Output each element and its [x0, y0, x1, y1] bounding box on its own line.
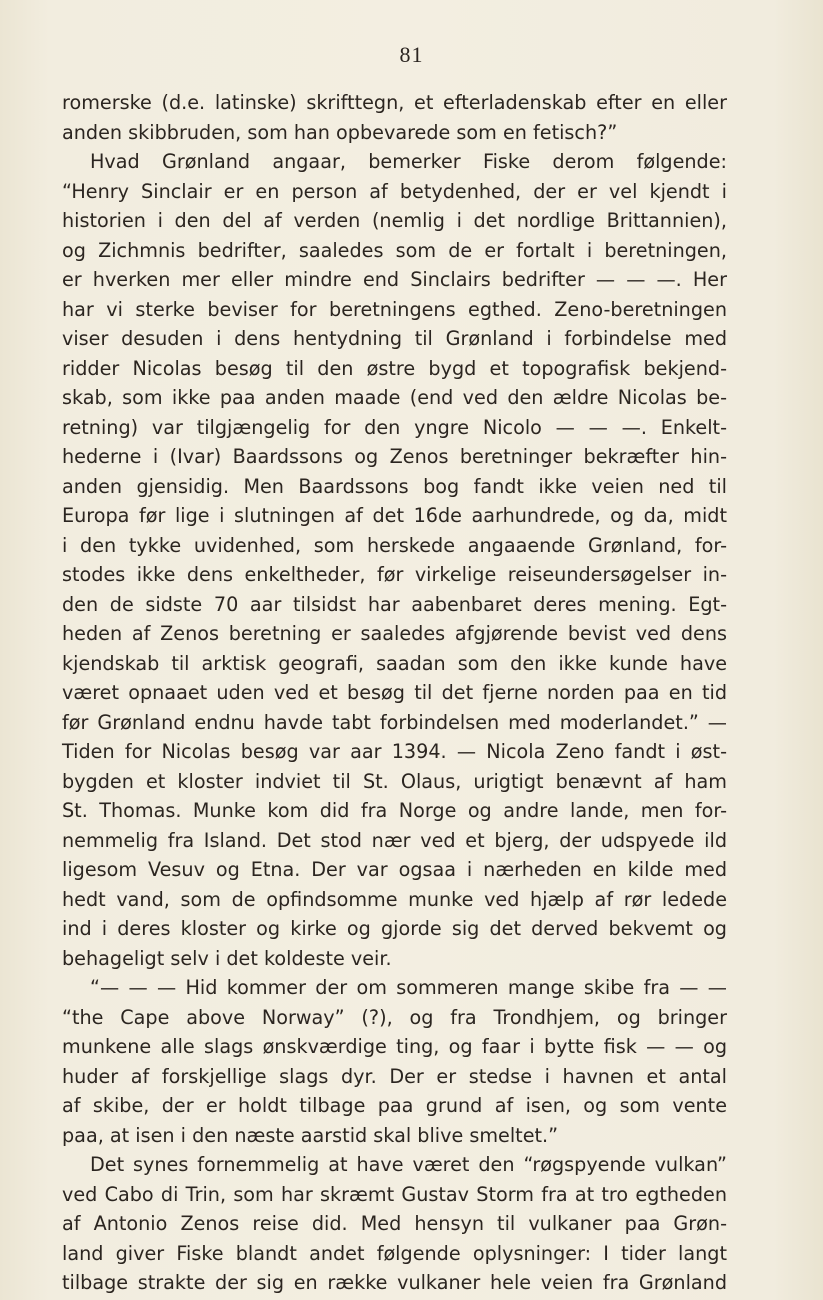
text-line: Europa før lige i slutningen af det 16de aarhundrede, og da, midt — [62, 504, 727, 527]
text-line: har vi sterke beviser for beretningens egthed. Zeno-beretningen — [62, 297, 727, 321]
text-line: behageligt selv i det koldeste veir. — [62, 946, 392, 970]
text-line: tilbage strakte der sig en række vulkaner hele veien fra Grønland — [62, 1271, 727, 1294]
text-line: bygden et kloster indviet til St. Olaus, urigtigt benævnt af ham — [62, 769, 727, 793]
text-line: nemmelig fra Island. Det stod nær ved et bjerg, der udspyede ild — [62, 828, 727, 852]
body-text — [62, 88, 727, 1298]
text-line: ved Cabo di Trin, som har skræmt Gustav Storm fra at tro egtheden — [62, 1182, 727, 1206]
text-line: Det synes fornemmelig at have været den “røgspyende vulkan” — [90, 1153, 727, 1176]
text-line: munkene alle slags ønskværdige ting, og faar i bytte fisk — — og — [62, 1035, 727, 1058]
text-line: viser desuden i dens hentydning til Grønland i forbindelse med — [62, 327, 727, 350]
text-line: “Henry Sinclair er en person af betydenhed, der er vel kjendt i — [62, 179, 727, 203]
text-line: paa, at isen i den næste aarstid skal blive smeltet.” — [62, 1123, 559, 1147]
text-line: “the Cape above Norway” (?), og fra Trondhjem, og bringer — [62, 1005, 727, 1029]
text-line: retning) var tilgjængelig for den yngre Nicolo — — —. Enkelt- — [62, 415, 727, 439]
text-line: hederne i (Ivar) Baardssons og Zenos beretninger bekræfter hin- — [62, 445, 727, 468]
text-line: af skibe, der er holdt tilbage paa grund af isen, og som vente — [62, 1094, 727, 1117]
text-line: ridder Nicolas besøg til den østre bygd et topografisk bekjend- — [62, 356, 727, 380]
text-line: kjendskab til arktisk geografi, saadan som den ikke kunde have — [62, 651, 727, 675]
text-line: “— — — Hid kommer der om sommeren mange skibe fra — — — [90, 976, 727, 999]
text-line: før Grønland endnu havde tabt forbindelsen med moderlandet.” — — [62, 710, 727, 734]
text-line: St. Thomas. Munke kom did fra Norge og andre lande, men for- — [62, 799, 727, 822]
text-line: ligesom Vesuv og Etna. Der var ogsaa i nærheden en kilde med — [62, 858, 727, 881]
text-line: Tiden for Nicolas besøg var aar 1394. — Nicola Zeno fandt i øst- — [62, 740, 727, 763]
text-line: land giver Fiske blandt andet følgende oplysninger: I tider langt — [62, 1241, 727, 1265]
text-line: skab, som ikke paa anden maade (end ved den ældre Nicolas be- — [62, 386, 727, 409]
page-number: 81 — [399, 42, 424, 67]
text-line: romerske (d.e. latinske) skrifttegn, et efterladenskab efter en eller — [62, 91, 727, 114]
text-line: hedt vand, som de opfindsomme munke ved hjælp af rør ledede — [62, 887, 727, 911]
text-line: er hverken mer eller mindre end Sinclairs bedrifter — — —. Her — [62, 268, 727, 291]
text-line: huder af forskjellige slags dyr. Der er stedse i havnen et antal — [62, 1064, 727, 1088]
text-line: ind i deres kloster og kirke og gjorde sig det derved bekvemt og — [62, 917, 727, 940]
text-line: stodes ikke dens enkeltheder, før virkelige reiseundersøgelser in- — [62, 563, 727, 586]
text-line: Hvad Grønland angaar, bemerker Fiske derom følgende: — [90, 150, 727, 173]
text-line: heden af Zenos beretning er saaledes afgjørende bevist ved dens — [62, 622, 727, 645]
text-line: den de sidste 70 aar tilsidst har aabenbaret deres mening. Egt- — [62, 592, 727, 616]
text-line: anden skibbruden, som han opbevarede som en fetisch?” — [62, 120, 618, 144]
text-line: i den tykke uvidenhed, som herskede angaaende Grønland, for- — [62, 533, 727, 557]
text-line: af Antonio Zenos reise did. Med hensyn til vulkaner paa Grøn- — [62, 1212, 727, 1235]
text-line: historien i den del af verden (nemlig i det nordlige Brittannien), — [62, 209, 727, 232]
text-line: anden gjensidig. Men Baardssons bog fandt ikke veien ned til — [62, 474, 727, 498]
text-line: og Zichmnis bedrifter, saaledes som de er fortalt i beretningen, — [62, 238, 727, 262]
text-line: været opnaaet uden ved et besøg til det fjerne norden paa en tid — [62, 681, 727, 704]
